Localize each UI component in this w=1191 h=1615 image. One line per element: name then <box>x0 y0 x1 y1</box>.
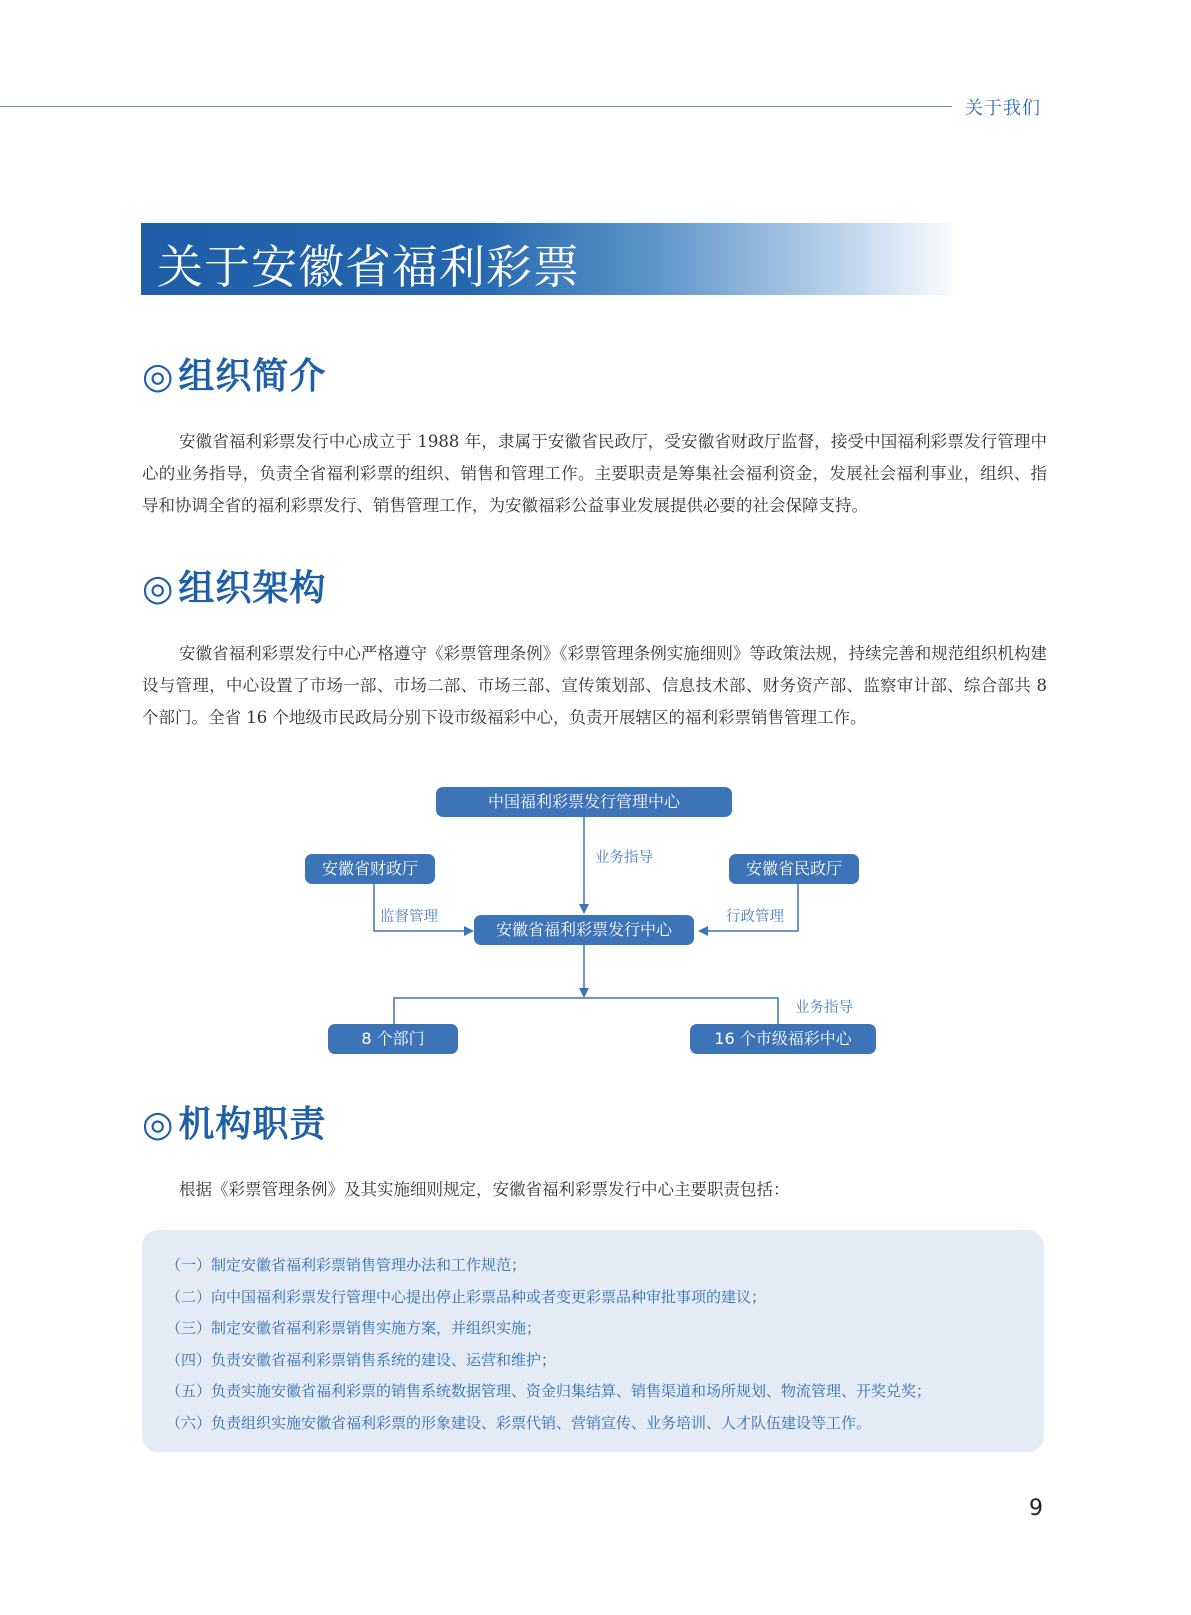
section-heading-structure-text: 组织架构 <box>178 568 327 609</box>
list-item: （五）负责实施安徽省福利彩票的销售系统数据管理、资金归集结算、销售渠道和场所规划、物流管理、开奖兑奖； <box>166 1382 932 1400</box>
edge-branch-city-centers <box>584 998 778 1024</box>
page-title: 关于安徽省福利彩票 <box>157 240 580 294</box>
edge-label-business-guidance: 业务指导 <box>595 850 653 866</box>
edge-branch-departments <box>394 998 584 1024</box>
page-number: 9 <box>1029 1496 1043 1521</box>
header-rule <box>0 106 952 107</box>
node-city-centers: 16 个市级福彩中心 <box>690 1024 876 1054</box>
double-circle-icon: ◎ <box>142 568 175 609</box>
structure-paragraph: 安徽省福利彩票发行中心严格遵守《彩票管理条例》《彩票管理条例实施细则》等政策法规，持续完善和规范组织机构建设与管理，中心设置了市场一部、市场二部、市场三部、宣传策划部、信息技术部、财务资产部、监察审计部、综合部共 8 个部门。全省 16 个地级市民政局分别下设市级福彩中心，负责开展辖区的福利彩票销售管理工作。 <box>142 644 1047 727</box>
section-heading-duties <box>142 1096 326 1147</box>
duties-list-box <box>142 1230 1044 1452</box>
section-heading-duties-text: 机构职责 <box>178 1104 327 1145</box>
list-item: （六）负责组织实施安徽省福利彩票的形象建设、彩票代销、营销宣传、业务培训、人才队伍建设等工作。 <box>166 1413 872 1432</box>
node-departments: 8 个部门 <box>328 1024 458 1054</box>
duties-intro: 根据《彩票管理条例》及其实施细则规定，安徽省福利彩票发行中心主要职责包括： <box>179 1180 790 1199</box>
list-item: （二）向中国福利彩票发行管理中心提出停止彩票品种或者变更彩票品种审批事项的建议； <box>166 1287 767 1306</box>
section-heading-intro-text: 组织简介 <box>178 356 327 397</box>
title-banner <box>141 223 961 295</box>
edge-label-supervision: 监督管理 <box>380 909 438 925</box>
double-circle-icon: ◎ <box>142 1104 175 1145</box>
double-circle-icon: ◎ <box>142 356 175 397</box>
node-civil-affairs-department: 安徽省民政厅 <box>729 854 859 884</box>
section-heading-structure <box>142 560 326 611</box>
duties-list <box>142 1230 1044 1439</box>
edge-label-administration: 行政管理 <box>726 909 784 925</box>
edge-label-city-guidance: 业务指导 <box>795 1000 853 1016</box>
intro-paragraph: 安徽省福利彩票发行中心成立于 1988 年，隶属于安徽省民政厅，受安徽省财政厅监督，接受中国福利彩票发行管理中心的业务指导，负责全省福利彩票的组织、销售和管理工作。主要职责是筹集社会福利资金，发展社会福利事业，组织、指导和协调全省的福利彩票发行、销售管理工作，为安徽福彩公益事业发展提供必要的社会保障支持。 <box>142 432 1047 515</box>
node-national-center: 中国福利彩票发行管理中心 <box>436 787 732 817</box>
list-item: （四）负责安徽省福利彩票销售系统的建设、运营和维护； <box>166 1350 557 1369</box>
node-finance-department: 安徽省财政厅 <box>305 854 435 884</box>
list-item: （一）制定安徽省福利彩票销售管理办法和工作规范； <box>166 1256 527 1274</box>
header-section-label: 关于我们 <box>965 98 1041 119</box>
node-provincial-center: 安徽省福利彩票发行中心 <box>474 915 694 945</box>
org-chart <box>0 780 1191 1060</box>
section-heading-intro <box>142 348 326 399</box>
list-item: （三）制定安徽省福利彩票销售实施方案，并组织实施； <box>166 1319 542 1337</box>
